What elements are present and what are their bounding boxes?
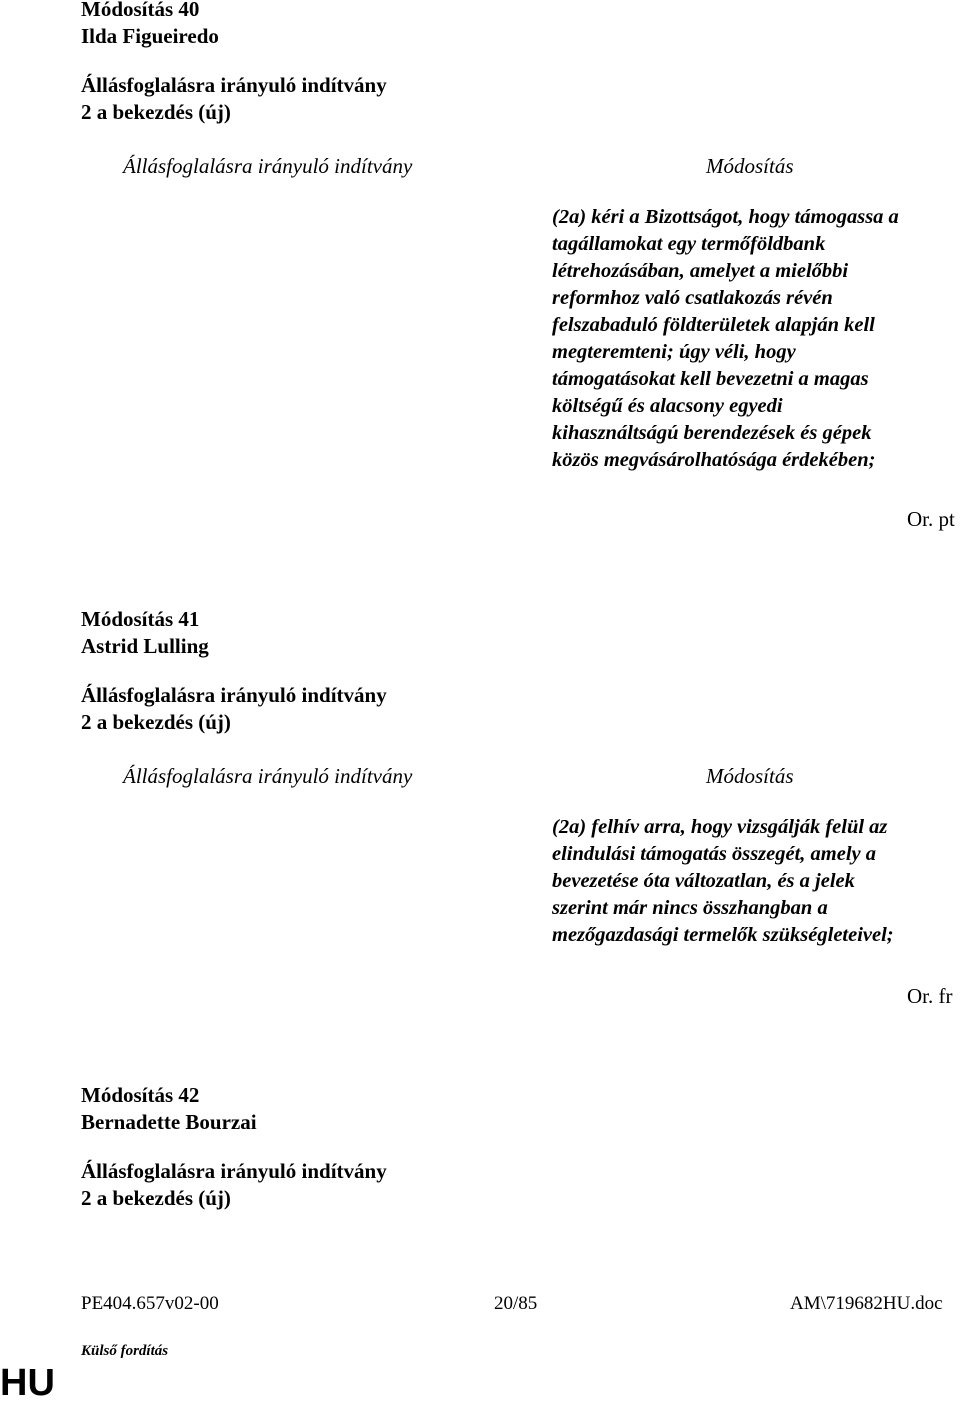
original-language: Or. pt [907, 507, 955, 531]
amendment-number: Módosítás 41 [81, 607, 200, 631]
amendment-number: Módosítás 40 [81, 0, 200, 21]
footer-file-ref: AM\719682HU.doc [790, 1293, 943, 1314]
amendment-doc-type: Állásfoglalásra irányuló indítvány [81, 1159, 387, 1183]
right-column-heading: Módosítás [706, 154, 794, 178]
footer-doc-ref: PE404.657v02-00 [81, 1293, 219, 1314]
footer-language-code: HU [0, 1362, 55, 1404]
right-column-heading: Módosítás [706, 764, 794, 788]
original-language: Or. fr [907, 984, 953, 1008]
footer-translation-note: Külső fordítás [81, 1343, 169, 1359]
amendment-doc-type: Állásfoglalásra irányuló indítvány [81, 683, 387, 707]
amendment-paragraph: 2 a bekezdés (új) [81, 100, 231, 124]
amendment-author: Bernadette Bourzai [81, 1110, 257, 1134]
footer-page-number: 20/85 [494, 1293, 538, 1314]
amendment-paragraph: 2 a bekezdés (új) [81, 710, 231, 734]
amendment-author: Astrid Lulling [81, 634, 209, 658]
amendment-author: Ilda Figueiredo [81, 24, 219, 48]
amendment-text: (2a) kéri a Bizottságot, hogy támogassa a tagállamokat egy termőföldbank létrehozásában, amelyet a mielőbbi reformhoz való csatlakozás révén felszabaduló földterületek alapján kell megteremteni; úgy véli, hogy támogatásokat kell bevezetni a magas költségű és alacsony egyedi kihasználtságú berendezések és gépek közös megvásárolhatósága érdekében; [552, 206, 899, 471]
amendment-paragraph: 2 a bekezdés (új) [81, 1186, 231, 1210]
amendment-doc-type: Állásfoglalásra irányuló indítvány [81, 73, 387, 97]
amendment-text: (2a) felhív arra, hogy vizsgálják felül az elindulási támogatás összegét, amely a bevezetése óta változatlan, és a jelek szerint már nincs összhangban a mezőgazdasági termelők szükségleteivel; [552, 816, 894, 946]
left-column-heading: Állásfoglalásra irányuló indítvány [123, 764, 413, 788]
amendment-number: Módosítás 42 [81, 1083, 200, 1107]
left-column-heading: Állásfoglalásra irányuló indítvány [123, 154, 413, 178]
